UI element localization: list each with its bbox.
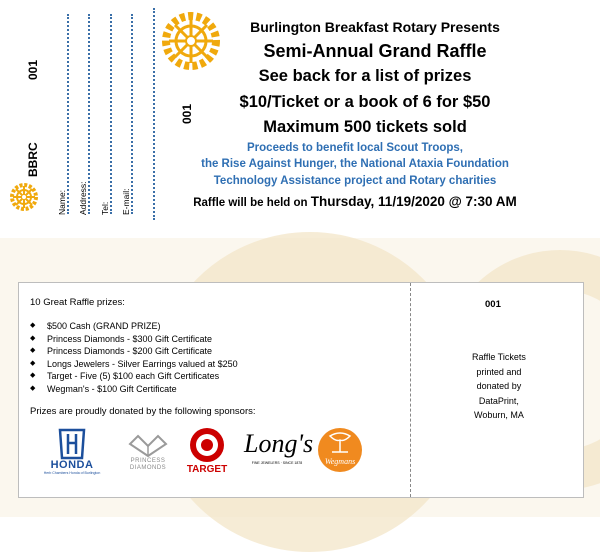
printer-credit-line: donated by bbox=[476, 381, 522, 391]
prize-item: ◆ Princess Diamonds - $300 Gift Certificate bbox=[30, 333, 238, 346]
printer-credit-line: Raffle Tickets bbox=[472, 352, 526, 362]
email-field-line[interactable] bbox=[131, 14, 133, 214]
stub-perforation bbox=[153, 8, 155, 220]
printer-credit bbox=[472, 350, 526, 423]
princess-diamonds-logo bbox=[124, 432, 172, 478]
printer-credit-line: printed and bbox=[476, 366, 522, 377]
princess-wordmark: PRINCESS bbox=[130, 458, 166, 464]
presenter-line: Burlington Breakfast Rotary Presents bbox=[250, 19, 500, 35]
prize-item: ◆ Wegman's - $100 Gift Certificate bbox=[30, 383, 238, 396]
prize-item: ◆ Princess Diamonds - $200 Gift Certificate bbox=[30, 345, 238, 358]
diamond-icon bbox=[124, 432, 172, 458]
name-field-line[interactable] bbox=[67, 14, 69, 214]
prizes-note: See back for a list of prizes bbox=[258, 67, 472, 85]
honda-logo bbox=[38, 428, 106, 476]
diamonds-wordmark: DIAMONDS bbox=[129, 465, 167, 471]
ticket-number: 001 bbox=[180, 103, 194, 124]
prize-item: ◆ $500 Cash (GRAND PRIZE) bbox=[30, 320, 238, 333]
sponsors-heading: Prizes are proudly donated by the following sponsors: bbox=[30, 406, 256, 417]
printer-credit-line: DataPrint, bbox=[478, 395, 519, 406]
prize-item: ◆ Longs Jewelers - Silver Earrings valued at $250 bbox=[30, 358, 238, 371]
target-logo bbox=[184, 426, 230, 478]
raffle-date bbox=[175, 193, 535, 211]
email-field-label: E-mail: bbox=[121, 188, 131, 215]
tel-field-line[interactable] bbox=[110, 14, 112, 214]
max-tickets: Maximum 500 tickets sold bbox=[263, 118, 467, 136]
raffle-date-value: Thursday, 11/19/2020 @ 7:30 AM bbox=[310, 194, 517, 209]
wegmans-emblem-icon bbox=[318, 428, 362, 458]
wegmans-logo bbox=[318, 428, 362, 472]
longs-tagline: FINE JEWELERS · SINCE 1878 bbox=[251, 461, 303, 465]
prizes-heading: 10 Great Raffle prizes: bbox=[30, 297, 125, 308]
club-code: BBRC bbox=[26, 142, 40, 177]
printer-credit-line: Woburn, MA bbox=[474, 410, 524, 420]
honda-h-icon bbox=[38, 428, 106, 460]
back-ticket-number: 001 bbox=[485, 299, 501, 310]
target-wordmark: TARGET bbox=[186, 464, 228, 475]
benefit-line-1: Proceeds to benefit local Scout Troops, bbox=[247, 142, 463, 154]
rotary-wheel-icon-small bbox=[9, 182, 39, 212]
name-field-label: Name: bbox=[57, 189, 67, 215]
benefit-line-3: Technology Assistance project and Rotary charities bbox=[213, 175, 497, 187]
honda-wordmark: HONDA bbox=[50, 459, 94, 471]
ticket-price: $10/Ticket or a book of 6 for $50 bbox=[239, 93, 491, 111]
tel-field-label: Tel: bbox=[100, 201, 110, 215]
longs-wordmark: Long's bbox=[244, 429, 314, 458]
address-field-line[interactable] bbox=[88, 14, 90, 214]
raffle-date-prefix: Raffle will be held on bbox=[193, 197, 311, 209]
stub-number: 001 bbox=[26, 59, 40, 80]
prize-list bbox=[30, 320, 238, 396]
address-field-label: Address: bbox=[78, 181, 88, 215]
wegmans-wordmark: Wegmans bbox=[324, 457, 356, 466]
longs-jewelers-logo bbox=[244, 428, 314, 474]
benefit-line-2: the Rise Against Hunger, the National Ataxia Foundation bbox=[201, 158, 509, 170]
rotary-wheel-logo bbox=[161, 11, 221, 71]
prize-item: ◆ Target - Five (5) $100 each Gift Certificates bbox=[30, 370, 238, 383]
honda-dealer: Herb Chambers Honda of Burlington bbox=[43, 471, 101, 475]
target-bullseye-icon bbox=[184, 426, 230, 464]
raffle-title: Semi-Annual Grand Raffle bbox=[263, 41, 487, 61]
back-perforation bbox=[410, 283, 411, 497]
